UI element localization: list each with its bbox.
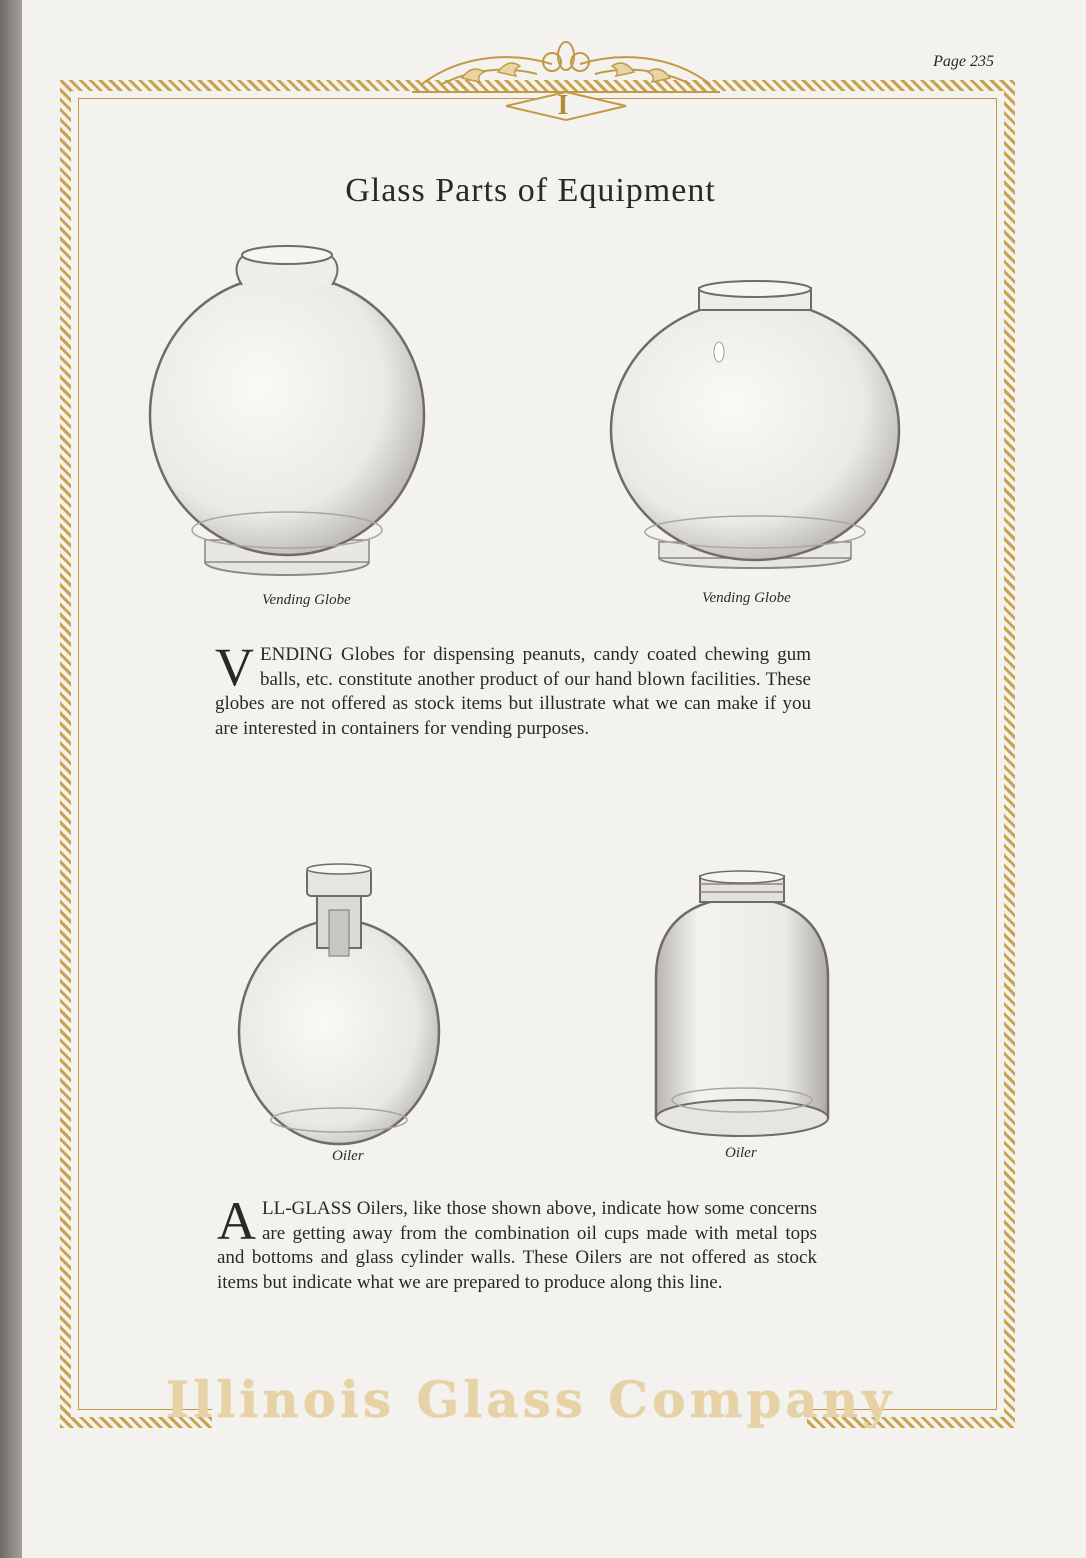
company-name-footer: Illinois Glass Company (165, 1370, 896, 1429)
catalog-page (22, 0, 1086, 1558)
caption-vending-globe-right: Vending Globe (702, 590, 791, 606)
page-title: Glass Parts of Equipment (345, 172, 716, 209)
vending-globe-right-illustration (607, 280, 907, 580)
paragraph-all-glass-oilers-text: LL-GLASS Oilers, like those shown above, indicate how some concerns are getting away from the combination oil cups made with metal tops and bottoms and glass cylinder walls. These Oilers are not offered as stock items but indicate what we are prepared to produce along this line. (217, 1198, 817, 1293)
caption-oiler-right: Oiler (725, 1145, 757, 1161)
page-number: Page 235 (933, 53, 994, 70)
paragraph-vending-globes (215, 637, 811, 741)
paragraph-all-glass-oilers (217, 1191, 817, 1295)
crest-monogram: I (557, 90, 569, 121)
drop-cap-v: V (215, 637, 254, 697)
paragraph-vending-globes-text: ENDING Globes for dispensing peanuts, candy coated chewing gum balls, etc. constitute another product of our hand blown facilities. These globes are not offered as stock items but illustrate what we can make if you are interested in containers for vending purposes. (215, 644, 811, 739)
caption-oiler-left: Oiler (332, 1148, 364, 1164)
oiler-left-illustration (217, 862, 462, 1147)
caption-vending-globe-left: Vending Globe (262, 592, 351, 608)
vending-globe-left-illustration (142, 240, 432, 585)
drop-cap-a: A (217, 1191, 256, 1251)
oiler-right-illustration (642, 868, 842, 1140)
